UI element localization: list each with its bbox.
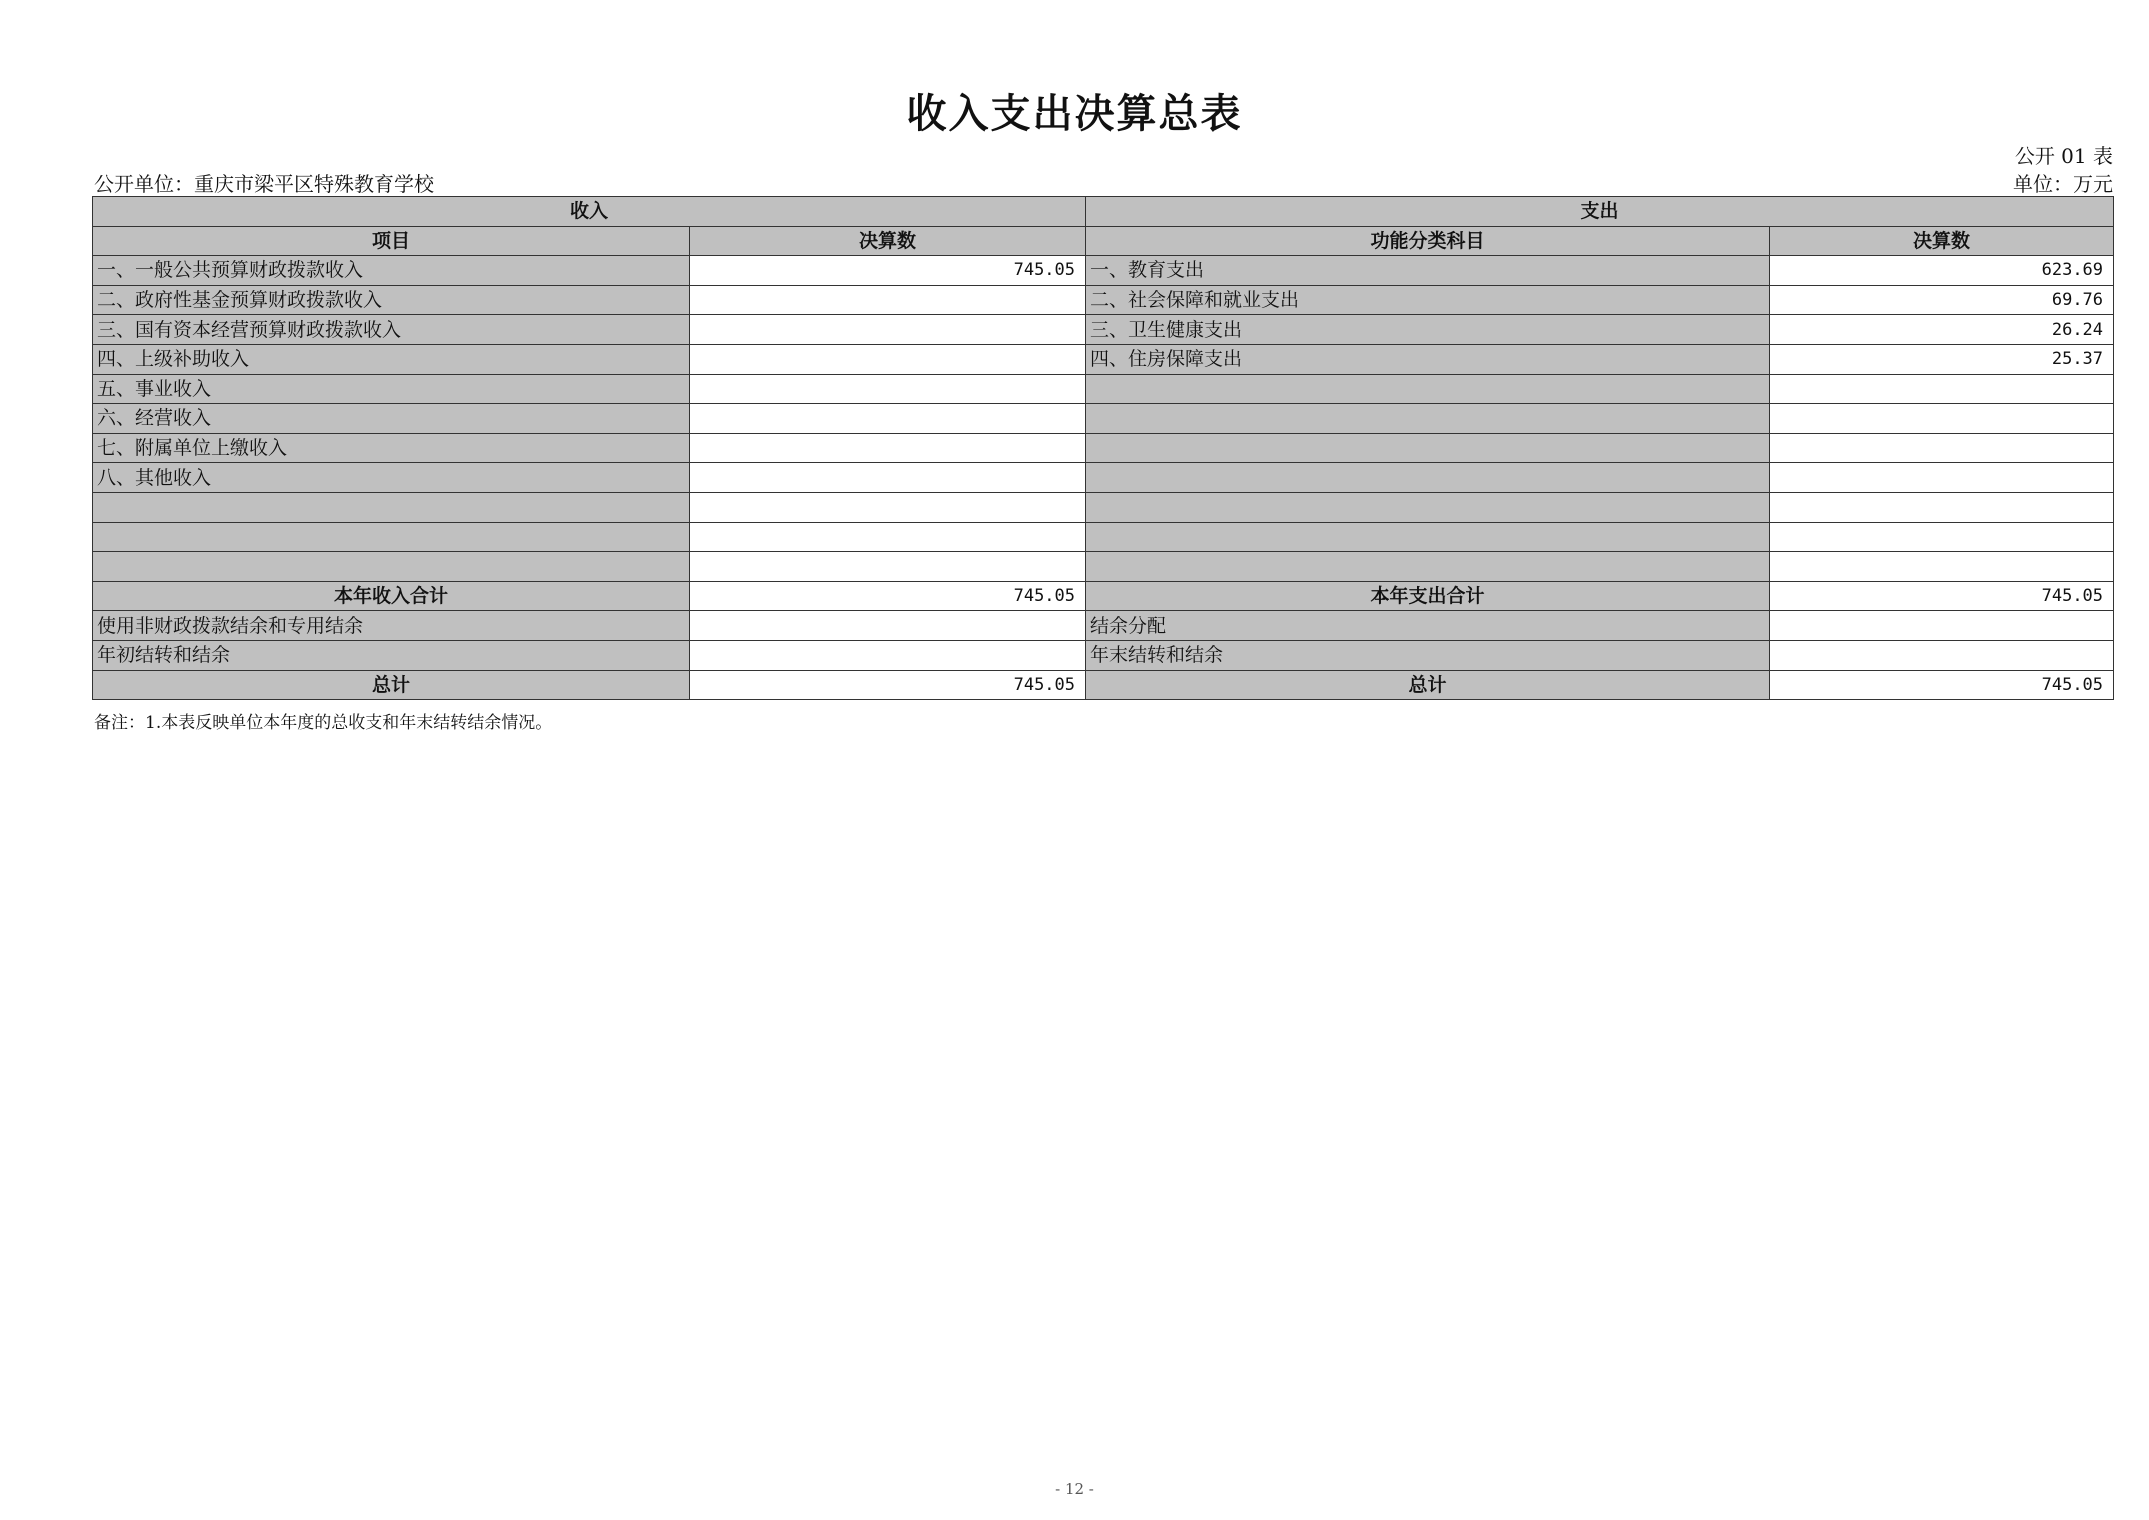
expense-amount <box>1770 492 2114 522</box>
expense-amount <box>1770 404 2114 434</box>
expense-subtotal-amount: 745.05 <box>1770 581 2114 611</box>
section-header-row <box>93 197 2114 227</box>
income-expense-table <box>92 196 2114 700</box>
expense-item: 四、住房保障支出 <box>1086 344 1770 374</box>
income-amount <box>690 344 1086 374</box>
income-item: 年初结转和结余 <box>93 640 690 670</box>
org-label: 公开单位：重庆市梁平区特殊教育学校 <box>94 172 434 196</box>
income-total-label: 总计 <box>93 670 690 700</box>
expense-item: 结余分配 <box>1086 611 1770 641</box>
subtotal-row <box>93 581 2114 611</box>
income-subtotal-amount: 745.05 <box>690 581 1086 611</box>
expense-amount: 69.76 <box>1770 285 2114 315</box>
income-amount <box>690 522 1086 552</box>
expense-item: 二、社会保障和就业支出 <box>1086 285 1770 315</box>
income-total-amount: 745.05 <box>690 670 1086 700</box>
expense-total-amount: 745.05 <box>1770 670 2114 700</box>
table-row <box>93 404 2114 434</box>
total-row <box>93 670 2114 700</box>
expense-item <box>1086 492 1770 522</box>
expense-total-label: 总计 <box>1086 670 1770 700</box>
income-item <box>93 492 690 522</box>
col-func-header: 功能分类科目 <box>1086 226 1770 256</box>
form-number: 公开 01 表 <box>2014 144 2113 168</box>
income-amount <box>690 640 1086 670</box>
income-amount <box>690 374 1086 404</box>
income-item: 二、政府性基金预算财政拨款收入 <box>93 285 690 315</box>
expense-amount: 25.37 <box>1770 344 2114 374</box>
expense-header: 支出 <box>1086 197 2114 227</box>
income-item: 三、国有资本经营预算财政拨款收入 <box>93 315 690 345</box>
income-subtotal-label: 本年收入合计 <box>93 581 690 611</box>
expense-item <box>1086 463 1770 493</box>
table-row <box>93 611 2114 641</box>
income-item: 使用非财政拨款结余和专用结余 <box>93 611 690 641</box>
expense-amount <box>1770 611 2114 641</box>
col-amount-header: 决算数 <box>690 226 1086 256</box>
expense-item: 三、卫生健康支出 <box>1086 315 1770 345</box>
expense-amount <box>1770 552 2114 582</box>
income-item: 七、附属单位上缴收入 <box>93 433 690 463</box>
income-item <box>93 522 690 552</box>
expense-amount: 26.24 <box>1770 315 2114 345</box>
table-row <box>93 522 2114 552</box>
income-amount: 745.05 <box>690 256 1086 286</box>
footnote: 备注：1.本表反映单位本年度的总收支和年末结转结余情况。 <box>94 713 553 733</box>
income-amount <box>690 433 1086 463</box>
expense-item <box>1086 374 1770 404</box>
income-amount <box>690 552 1086 582</box>
income-amount <box>690 492 1086 522</box>
expense-amount: 623.69 <box>1770 256 2114 286</box>
table-row <box>93 552 2114 582</box>
expense-item <box>1086 433 1770 463</box>
income-amount <box>690 463 1086 493</box>
col-item-header: 项目 <box>93 226 690 256</box>
unit-label: 单位：万元 <box>2013 172 2113 196</box>
page-title: 收入支出决算总表 <box>906 91 1243 137</box>
col-amount2-header: 决算数 <box>1770 226 2114 256</box>
expense-item <box>1086 404 1770 434</box>
table-row <box>93 492 2114 522</box>
table-row <box>93 344 2114 374</box>
income-item: 五、事业收入 <box>93 374 690 404</box>
expense-amount <box>1770 463 2114 493</box>
expense-amount <box>1770 433 2114 463</box>
table-row <box>93 433 2114 463</box>
table-row <box>93 463 2114 493</box>
table-row <box>93 256 2114 286</box>
meta-row <box>94 168 2113 196</box>
table-row <box>93 285 2114 315</box>
page-number: - 12 - <box>1055 1480 1094 1498</box>
table-row <box>93 374 2114 404</box>
income-item: 四、上级补助收入 <box>93 344 690 374</box>
expense-amount <box>1770 640 2114 670</box>
expense-item <box>1086 522 1770 552</box>
income-item: 六、经营收入 <box>93 404 690 434</box>
income-item: 八、其他收入 <box>93 463 690 493</box>
income-item: 一、一般公共预算财政拨款收入 <box>93 256 690 286</box>
income-amount <box>690 404 1086 434</box>
expense-item <box>1086 552 1770 582</box>
expense-amount <box>1770 374 2114 404</box>
column-header-row <box>93 226 2114 256</box>
table-row <box>93 640 2114 670</box>
income-amount <box>690 315 1086 345</box>
income-amount <box>690 611 1086 641</box>
expense-item: 一、教育支出 <box>1086 256 1770 286</box>
table-row <box>93 315 2114 345</box>
expense-subtotal-label: 本年支出合计 <box>1086 581 1770 611</box>
income-item <box>93 552 690 582</box>
income-amount <box>690 285 1086 315</box>
expense-item: 年末结转和结余 <box>1086 640 1770 670</box>
income-header: 收入 <box>93 197 1086 227</box>
expense-amount <box>1770 522 2114 552</box>
